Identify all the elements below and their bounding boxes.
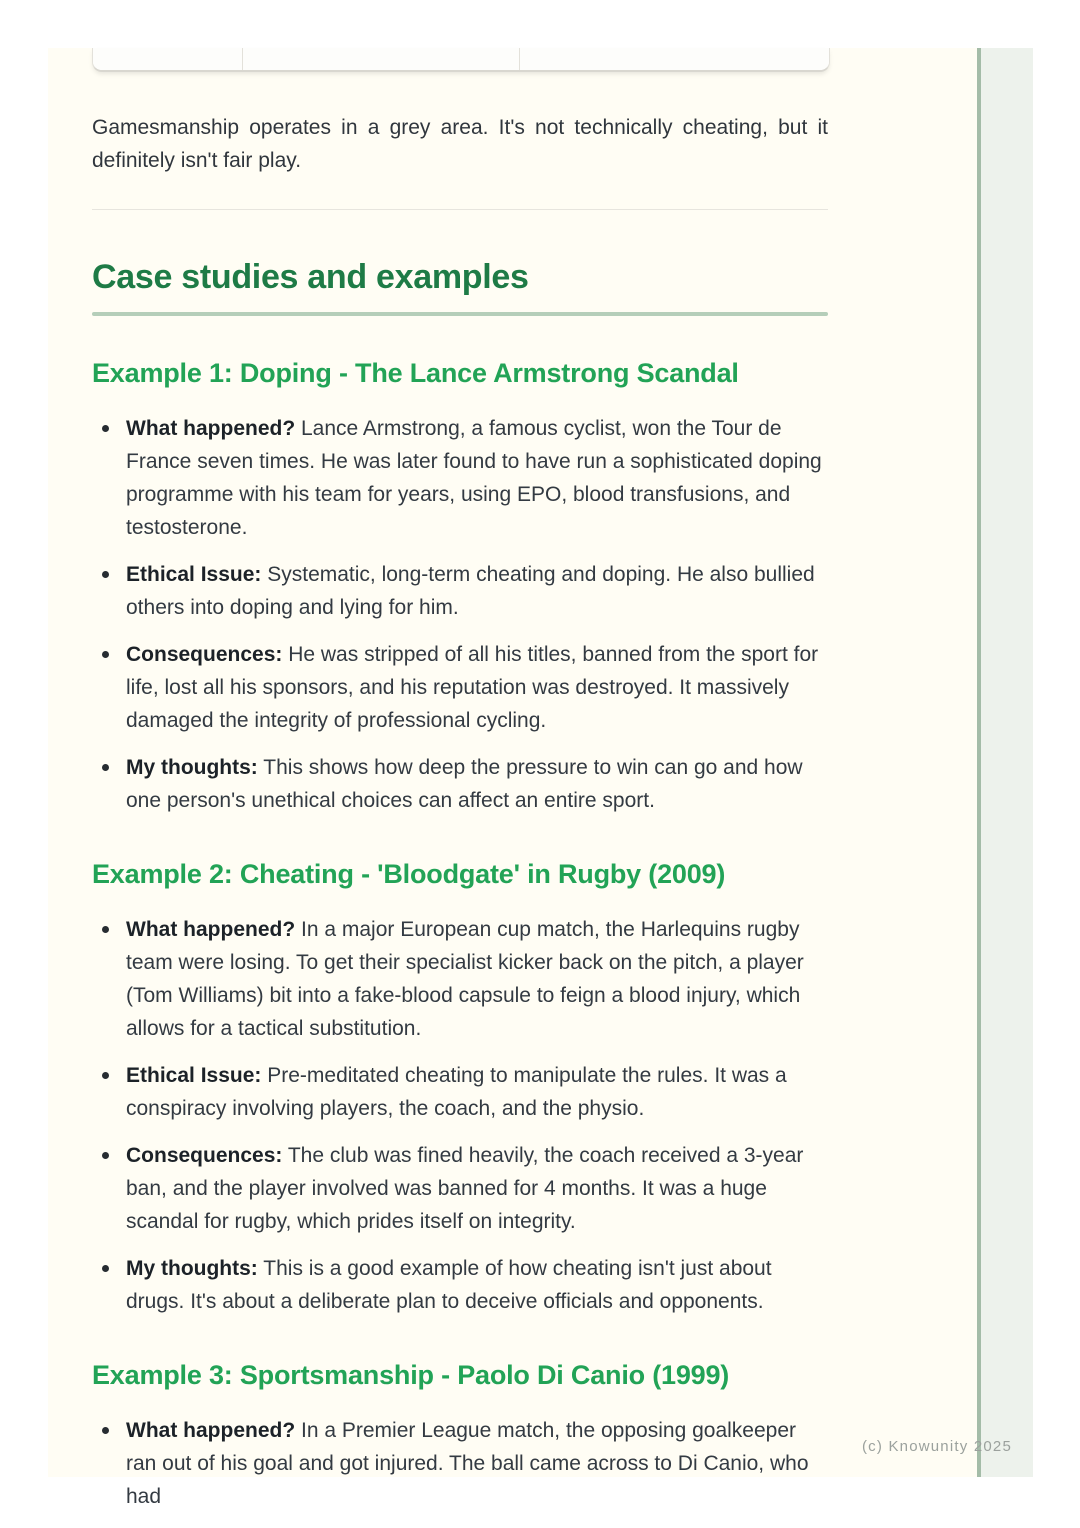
bullet-label: What happened? [126, 417, 296, 440]
section-divider [92, 209, 828, 210]
example-1-heading: Example 1: Doping - The Lance Armstrong Scandal [92, 358, 739, 388]
bullet-list [92, 412, 828, 817]
bullet-text: This is a good example of how cheating isn't just about drugs. It's about a deliberate plan to deceive officials and opponents. [126, 1257, 772, 1313]
bullet-label: My thoughts: [126, 756, 258, 779]
bullet-label: Consequences: [126, 1144, 283, 1167]
bullet-text: Lance Armstrong, a famous cyclist, won the Tour de France seven times. He was later found to have run a sophisticated doping programme with his team for years, using EPO, blood transfusions, and testosterone. [126, 417, 822, 539]
bullet-icon [102, 425, 109, 432]
bullet-label: What happened? [126, 918, 296, 941]
bullet-icon [102, 1427, 109, 1434]
document-page [48, 48, 977, 1508]
example-2-section [92, 857, 828, 1318]
bullet-icon [102, 1072, 109, 1079]
bullet-text: Pre-meditated cheating to manipulate the rules. It was a conspiracy involving players, the coach, and the physio. [126, 1064, 787, 1120]
example-2-heading: Example 2: Cheating - 'Bloodgate' in Rugby (2009) [92, 859, 726, 889]
bullet-text: Systematic, long-term cheating and doping. He also bullied others into doping and lying for him. [126, 563, 815, 619]
list-item [126, 412, 828, 544]
list-item [126, 1139, 828, 1238]
page-edge-strip [981, 48, 1033, 1477]
copyright-watermark: (c) Knowunity 2025 [861, 1438, 1012, 1455]
list-item [126, 638, 828, 737]
list-item [126, 1252, 828, 1318]
bullet-label: Consequences: [126, 643, 283, 666]
bullet-text: This shows how deep the pressure to win can go and how one person's unethical choices can affect an entire sport. [126, 756, 803, 812]
bullet-icon [102, 1152, 109, 1159]
example-3-section [92, 1358, 828, 1513]
example-1-section [92, 356, 828, 817]
bullet-icon [102, 651, 109, 658]
bullet-label: Ethical Issue: [126, 1064, 262, 1087]
intro-paragraph: Gamesmanship operates in a grey area. It's not technically cheating, but it definitely isn't fair play. [92, 116, 828, 172]
bullet-icon [102, 1265, 109, 1272]
page-title: Case studies and examples [92, 258, 529, 296]
bullet-icon [102, 764, 109, 771]
bullet-label: Ethical Issue: [126, 563, 262, 586]
bullet-list [92, 913, 828, 1318]
bullet-icon [102, 926, 109, 933]
list-item [126, 558, 828, 624]
bullet-icon [102, 571, 109, 578]
bullet-label: My thoughts: [126, 1257, 258, 1280]
list-item [126, 1059, 828, 1125]
list-item [126, 913, 828, 1045]
page-content [92, 48, 828, 1527]
bullet-list [92, 1414, 828, 1513]
example-3-heading: Example 3: Sportsmanship - Paolo Di Canio (1999) [92, 1360, 730, 1390]
bullet-text: In a major European cup match, the Harlequins rugby team were losing. To get their specialist kicker back on the pitch, a player (Tom Williams) bit into a fake-blood capsule to feign a blood injury, which allows for a tactical substitution. [126, 918, 804, 1040]
bullet-label: What happened? [126, 1419, 296, 1442]
title-underline [92, 312, 828, 316]
bullet-text: The club was fined heavily, the coach received a 3-year ban, and the player involved was banned for 4 months. It was a huge scandal for rugby, which prides itself on integrity. [126, 1144, 804, 1233]
bullet-text: He was stripped of all his titles, banned from the sport for life, lost all his sponsors, and his reputation was destroyed. It massively damaged the integrity of professional cycling. [126, 643, 819, 732]
list-item [126, 1414, 828, 1513]
list-item [126, 751, 828, 817]
bullet-text: In a Premier League match, the opposing goalkeeper ran out of his goal and got injured. The ball came across to Di Canio, who had [126, 1419, 809, 1508]
